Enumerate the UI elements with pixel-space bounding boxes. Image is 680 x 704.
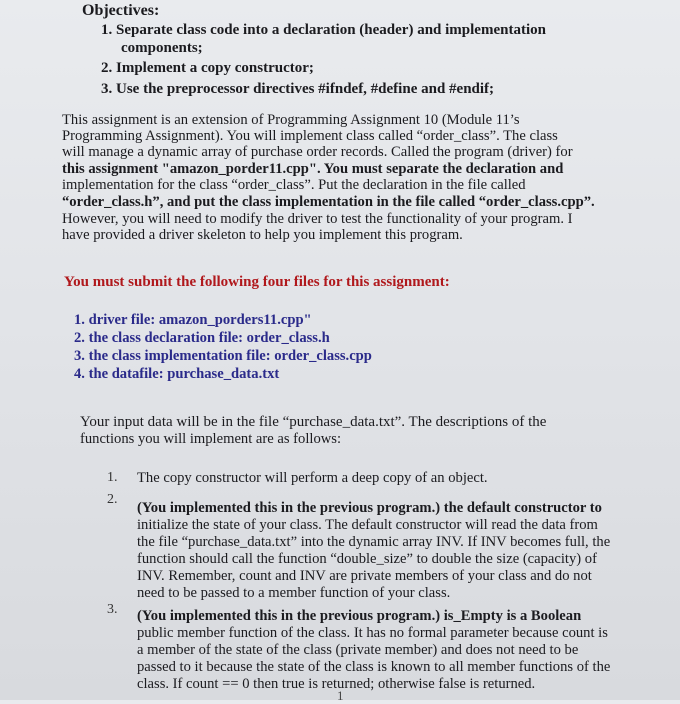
intro-line-7: However, you will need to modify the driver to test the functionality of your program. I (62, 211, 573, 227)
objective-1-cont: components; (121, 40, 203, 56)
function-2-line-1: (You implemented this in the previous program.) the default constructor to (137, 500, 602, 516)
submit-file-3: 3. the class implementation file: order_class.cpp (74, 348, 372, 364)
function-1-number: 1. (107, 470, 118, 485)
function-3-line-4: passed to it because the state of the class is known to all member functions of the (137, 659, 611, 675)
submit-file-2: 2. the class declaration file: order_class.h (74, 330, 330, 346)
function-2-line-6: need to be passed to a member function of your class. (137, 585, 451, 601)
function-2-line-5: INV. Remember, count and INV are private members of your class and do not (137, 568, 592, 584)
function-3-line-2: public member function of the class. It has no formal parameter because count is (137, 625, 608, 641)
function-3-number: 3. (107, 602, 118, 617)
objective-2: 2. Implement a copy constructor; (101, 60, 314, 76)
intro-line-8: have provided a driver skeleton to help you implement this program. (62, 227, 463, 243)
function-2-line-4: function should call the function “double_size” to double the size (capacity) of (137, 551, 597, 567)
submit-heading: You must submit the following four files for this assignment: (64, 274, 450, 290)
submit-file-4: 4. the datafile: purchase_data.txt (74, 366, 280, 382)
intro-line-4: this assignment "amazon_porder11.cpp". You must separate the declaration and (62, 161, 564, 177)
input-line-2: functions you will implement are as follows: (80, 431, 342, 447)
intro-line-6: “order_class.h”, and put the class implementation in the file called “order_class.cpp”. (62, 194, 595, 210)
function-3-line-3: a member of the state of the class (private member) and does not need to be (137, 642, 579, 658)
intro-line-2: Programming Assignment). You will implement class called “order_class”. The class (62, 128, 558, 144)
intro-line-5: implementation for the class “order_class”. Put the declaration in the file called (62, 177, 526, 193)
objectives-title: Objectives: (82, 2, 160, 19)
function-3-line-1: (You implemented this in the previous program.) is_Empty is a Boolean (137, 608, 582, 624)
function-2-number: 2. (107, 492, 118, 507)
input-line-1: Your input data will be in the file “purchase_data.txt”. The descriptions of the (80, 414, 547, 430)
intro-line-1: This assignment is an extension of Programming Assignment 10 (Module 11’s (62, 112, 520, 128)
intro-line-3: will manage a dynamic array of purchase order records. Called the program (driver) for (62, 144, 573, 160)
function-3-line-5: class. If count == 0 then true is returned; otherwise false is returned. (137, 676, 536, 692)
function-2-line-2: initialize the state of your class. The default constructor will read the data from (137, 517, 598, 533)
function-1-line-1: The copy constructor will perform a deep copy of an object. (137, 470, 488, 486)
submit-file-1: 1. driver file: amazon_porders11.cpp" (74, 312, 312, 328)
objective-3: 3. Use the preprocessor directives #ifndef, #define and #endif; (101, 81, 495, 97)
function-2-line-3: the file “purchase_data.txt” into the dynamic array INV. If INV becomes full, the (137, 534, 611, 550)
objective-1: 1. Separate class code into a declaration (header) and implementation (101, 22, 546, 38)
page-number: 1 (337, 688, 344, 703)
